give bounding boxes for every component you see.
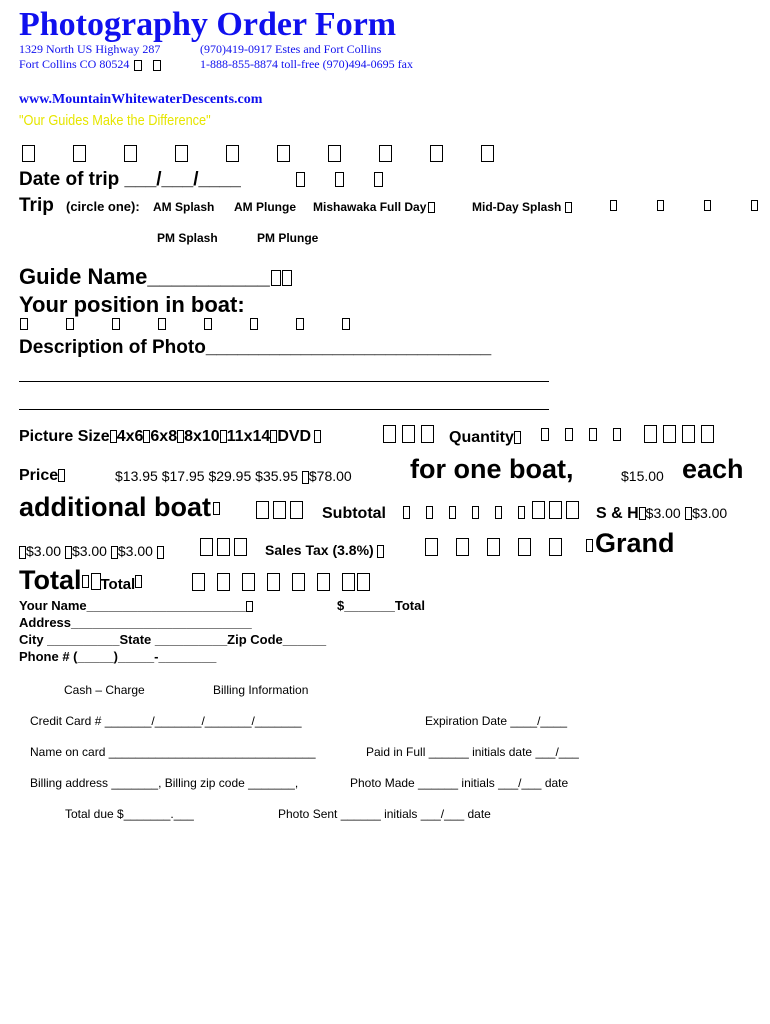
placeholder-box-icon [296, 172, 305, 187]
price-label-text: Price [19, 467, 59, 484]
size-4x6[interactable]: 4x6 [116, 428, 144, 445]
position-in-boat-label: Your position in boat: [19, 292, 245, 317]
placeholder-box-icon [342, 573, 355, 591]
billing-information-label: Billing Information [213, 683, 309, 697]
placeholder-box-icon [65, 546, 72, 559]
price-11x14: $35.95 [255, 468, 298, 484]
placeholder-box-row [644, 425, 714, 443]
placeholder-box-icon [610, 200, 617, 211]
placeholder-box-icon [487, 538, 500, 556]
placeholder-box-icon [226, 145, 239, 162]
placeholder-box-icon [204, 318, 212, 330]
price-8x10: $29.95 [208, 468, 252, 484]
total-box-row [192, 573, 370, 591]
price-list [115, 468, 352, 484]
placeholder-box-icon [282, 270, 292, 286]
additional-boat-label: additional boat [19, 492, 211, 522]
placeholder-box-row [383, 425, 434, 443]
placeholder-box-icon [328, 145, 341, 162]
placeholder-box-row [610, 200, 758, 211]
placeholder-box-icon [682, 425, 695, 443]
placeholder-box-icon [158, 318, 166, 330]
billing-address-field[interactable]: Billing address _______, Billing zip code _______, [30, 776, 299, 790]
tagline: "Our Guides Make the Difference" [19, 112, 211, 129]
placeholder-box-icon [374, 172, 383, 187]
page-title: Photography Order Form [19, 6, 397, 43]
placeholder-box-icon [277, 145, 290, 162]
placeholder-box-icon [357, 573, 370, 591]
placeholder-box-icon [157, 546, 164, 559]
placeholder-box-icon [456, 538, 469, 556]
placeholder-box-icon [292, 573, 305, 591]
price-dvd: $78.00 [308, 468, 352, 484]
placeholder-box-icon [472, 506, 479, 519]
placeholder-box-row [200, 538, 247, 556]
placeholder-box-icon [256, 501, 269, 519]
placeholder-box-icon [644, 425, 657, 443]
placeholder-box-icon [481, 145, 494, 162]
placeholder-box-icon [379, 145, 392, 162]
circle-one-note: (circle one): [66, 199, 140, 214]
phone-line-2: 1-888-855-8874 toll-free (970)494-0695 fax [200, 57, 413, 71]
phone-line-1: (970)419-0917 Estes and Fort Collins [200, 42, 382, 56]
guide-name-field[interactable] [19, 264, 292, 290]
sh-label: S & H [596, 505, 639, 522]
size-11x14[interactable]: 11x14 [226, 428, 271, 445]
quantity-box-row [541, 428, 621, 441]
placeholder-box-icon [549, 538, 562, 556]
each-text: each [682, 454, 744, 484]
price-4x6: $13.95 [115, 468, 158, 484]
placeholder-box-icon [589, 428, 597, 441]
city-state-zip-field[interactable]: City __________State __________Zip Code______ [19, 632, 327, 647]
additional-price: $15.00 [621, 468, 664, 484]
position-box-row [20, 318, 350, 330]
placeholder-box-icon [73, 145, 86, 162]
placeholder-box-icon [213, 502, 220, 515]
placeholder-box-icon [296, 318, 304, 330]
placeholder-box-icon [22, 145, 35, 162]
trip-option-am-splash[interactable]: AM Splash [153, 200, 215, 214]
placeholder-box-icon [112, 318, 120, 330]
placeholder-box-icon [514, 431, 521, 444]
placeholder-box-icon [302, 471, 309, 484]
placeholder-box-icon [403, 506, 410, 519]
sh-value: $3.00 [71, 543, 107, 559]
placeholder-box-icon [200, 538, 213, 556]
grand-label: Grand [595, 528, 675, 558]
placeholder-box-icon [657, 200, 664, 211]
sales-tax-label [265, 542, 384, 558]
placeholder-box-icon [613, 428, 621, 441]
placeholder-box-icon [217, 573, 230, 591]
placeholder-box-icon [518, 538, 531, 556]
placeholder-box-icon [342, 318, 350, 330]
placeholder-box-icon [701, 425, 714, 443]
placeholder-box-icon [217, 538, 230, 556]
placeholder-box-row [425, 538, 562, 556]
placeholder-box-icon [565, 428, 573, 441]
website-link[interactable]: www.MountainWhitewaterDescents.com [19, 92, 263, 107]
sh-value: $3.00 [117, 543, 153, 559]
placeholder-box-icon [91, 573, 101, 590]
for-one-boat-text: for one boat, [410, 454, 574, 484]
your-name-label: Your Name______________________ [19, 598, 246, 613]
placeholder-box-row [296, 172, 383, 187]
paid-in-full-field[interactable]: Paid in Full ______ initials date ___/___ [366, 745, 579, 759]
total-big-label: Total [19, 565, 82, 595]
placeholder-box-icon [242, 573, 255, 591]
placeholder-box-icon [663, 425, 676, 443]
size-dvd[interactable]: DVD [277, 428, 312, 445]
expiration-field[interactable]: Expiration Date ____/____ [425, 714, 568, 728]
grand-total-word [586, 528, 675, 559]
quantity-label-text: Quantity [449, 429, 514, 446]
placeholder-box-icon [58, 469, 65, 482]
placeholder-box-icon [250, 318, 258, 330]
placeholder-box-icon [271, 270, 281, 286]
placeholder-box-icon [426, 506, 433, 519]
picture-size-label: Picture Size [19, 428, 110, 445]
placeholder-box-icon [134, 60, 142, 71]
description-line[interactable] [19, 409, 549, 410]
photo-made-field[interactable]: Photo Made ______ initials ___/___ date [350, 776, 569, 790]
trip-option-mishawaka-text: Mishawaka Full Day [313, 200, 427, 214]
placeholder-box-icon [273, 501, 286, 519]
size-6x8[interactable]: 6x8 [150, 428, 178, 445]
placeholder-box-icon [234, 538, 247, 556]
trip-option-am-plunge[interactable]: AM Plunge [234, 200, 296, 214]
sh-value: $3.00 [692, 505, 728, 521]
placeholder-box-row [532, 501, 579, 519]
placeholder-box-icon [220, 430, 227, 443]
placeholder-box-icon [192, 573, 205, 591]
placeholder-box-icon [314, 430, 321, 443]
placeholder-box-icon [317, 573, 330, 591]
placeholder-box-icon [153, 60, 161, 71]
description-of-photo-label: Description of Photo___________________________ [19, 337, 492, 358]
placeholder-box-icon [549, 501, 562, 519]
placeholder-box-icon [421, 425, 434, 443]
placeholder-box-icon [495, 506, 502, 519]
placeholder-box-icon [110, 430, 117, 443]
placeholder-box-icon [425, 538, 438, 556]
placeholder-box-icon [377, 545, 384, 558]
placeholder-box-icon [267, 573, 280, 591]
placeholder-box-icon [335, 172, 344, 187]
trip-option-mid-day-splash[interactable] [472, 200, 572, 214]
placeholder-box-icon [135, 575, 142, 588]
dollar-total-field[interactable]: $_______Total [337, 598, 425, 613]
placeholder-box-icon [82, 575, 89, 588]
price-label [19, 467, 65, 485]
placeholder-box-icon [541, 428, 549, 441]
placeholder-box-icon [518, 506, 525, 519]
total-due-field[interactable]: Total due $_______.___ [65, 807, 194, 821]
address-line-2-text: Fort Collins CO 80524 [19, 57, 130, 71]
placeholder-box-icon [428, 202, 435, 213]
size-8x10[interactable]: 8x10 [184, 428, 220, 445]
trip-label: Trip [19, 195, 54, 216]
cash-charge-label: Cash – Charge [64, 683, 145, 697]
subtotal-box-row [403, 506, 525, 519]
trip-option-pm-plunge[interactable]: PM Plunge [257, 231, 319, 245]
sh-value: $3.00 [645, 505, 681, 521]
total-row [19, 565, 142, 596]
guide-name-label: Guide Name__________ [19, 264, 270, 289]
address-line-1: 1329 North US Highway 287 [19, 42, 161, 56]
phone-field[interactable]: Phone # (_____)_____-________ [19, 649, 217, 664]
sh-values-row [19, 543, 164, 559]
placeholder-box-icon [20, 318, 28, 330]
name-on-card-field[interactable]: Name on card _______________________________ [30, 745, 316, 759]
photo-sent-field[interactable]: Photo Sent ______ initials ___/___ date [278, 807, 491, 821]
placeholder-box-icon [532, 501, 545, 519]
placeholder-box-icon [290, 501, 303, 519]
placeholder-box-icon [246, 601, 253, 612]
your-name-field[interactable] [19, 598, 253, 613]
placeholder-box-icon [586, 539, 593, 552]
placeholder-box-icon [751, 200, 758, 211]
placeholder-box-icon [430, 145, 443, 162]
placeholder-box-icon [449, 506, 456, 519]
trip-option-pm-splash[interactable]: PM Splash [157, 231, 218, 245]
sales-tax-text: Sales Tax (3.8%) [265, 542, 374, 558]
date-of-trip-label: Date of trip ___/___/____ [19, 169, 241, 190]
placeholder-box-row [22, 145, 494, 162]
placeholder-box-icon [19, 546, 26, 559]
credit-card-field[interactable]: Credit Card # _______/_______/_______/_______ [30, 714, 302, 728]
picture-size-row [19, 428, 321, 446]
placeholder-box-icon [566, 501, 579, 519]
subtotal-label: Subtotal [322, 505, 386, 522]
shipping-handling [596, 505, 727, 523]
placeholder-box-icon [66, 318, 74, 330]
total-small-label: Total [100, 576, 136, 593]
sh-value: $3.00 [26, 543, 62, 559]
trip-option-mishawaka[interactable] [313, 200, 435, 214]
placeholder-box-icon [639, 507, 646, 520]
placeholder-box-icon [175, 145, 188, 162]
address-line-2 [19, 57, 161, 72]
additional-boat-text [19, 492, 220, 523]
placeholder-box-icon [124, 145, 137, 162]
placeholder-box-icon [704, 200, 711, 211]
price-6x8: $17.95 [161, 468, 205, 484]
placeholder-box-icon [111, 546, 118, 559]
address-field[interactable]: Address_________________________ [19, 615, 252, 630]
placeholder-box-row [256, 501, 303, 519]
placeholder-box-icon [383, 425, 396, 443]
placeholder-box-icon [565, 202, 572, 213]
quantity-label [449, 429, 521, 447]
placeholder-box-icon [402, 425, 415, 443]
trip-option-mid-day-text: Mid-Day Splash [472, 200, 562, 214]
description-line[interactable] [19, 381, 549, 382]
